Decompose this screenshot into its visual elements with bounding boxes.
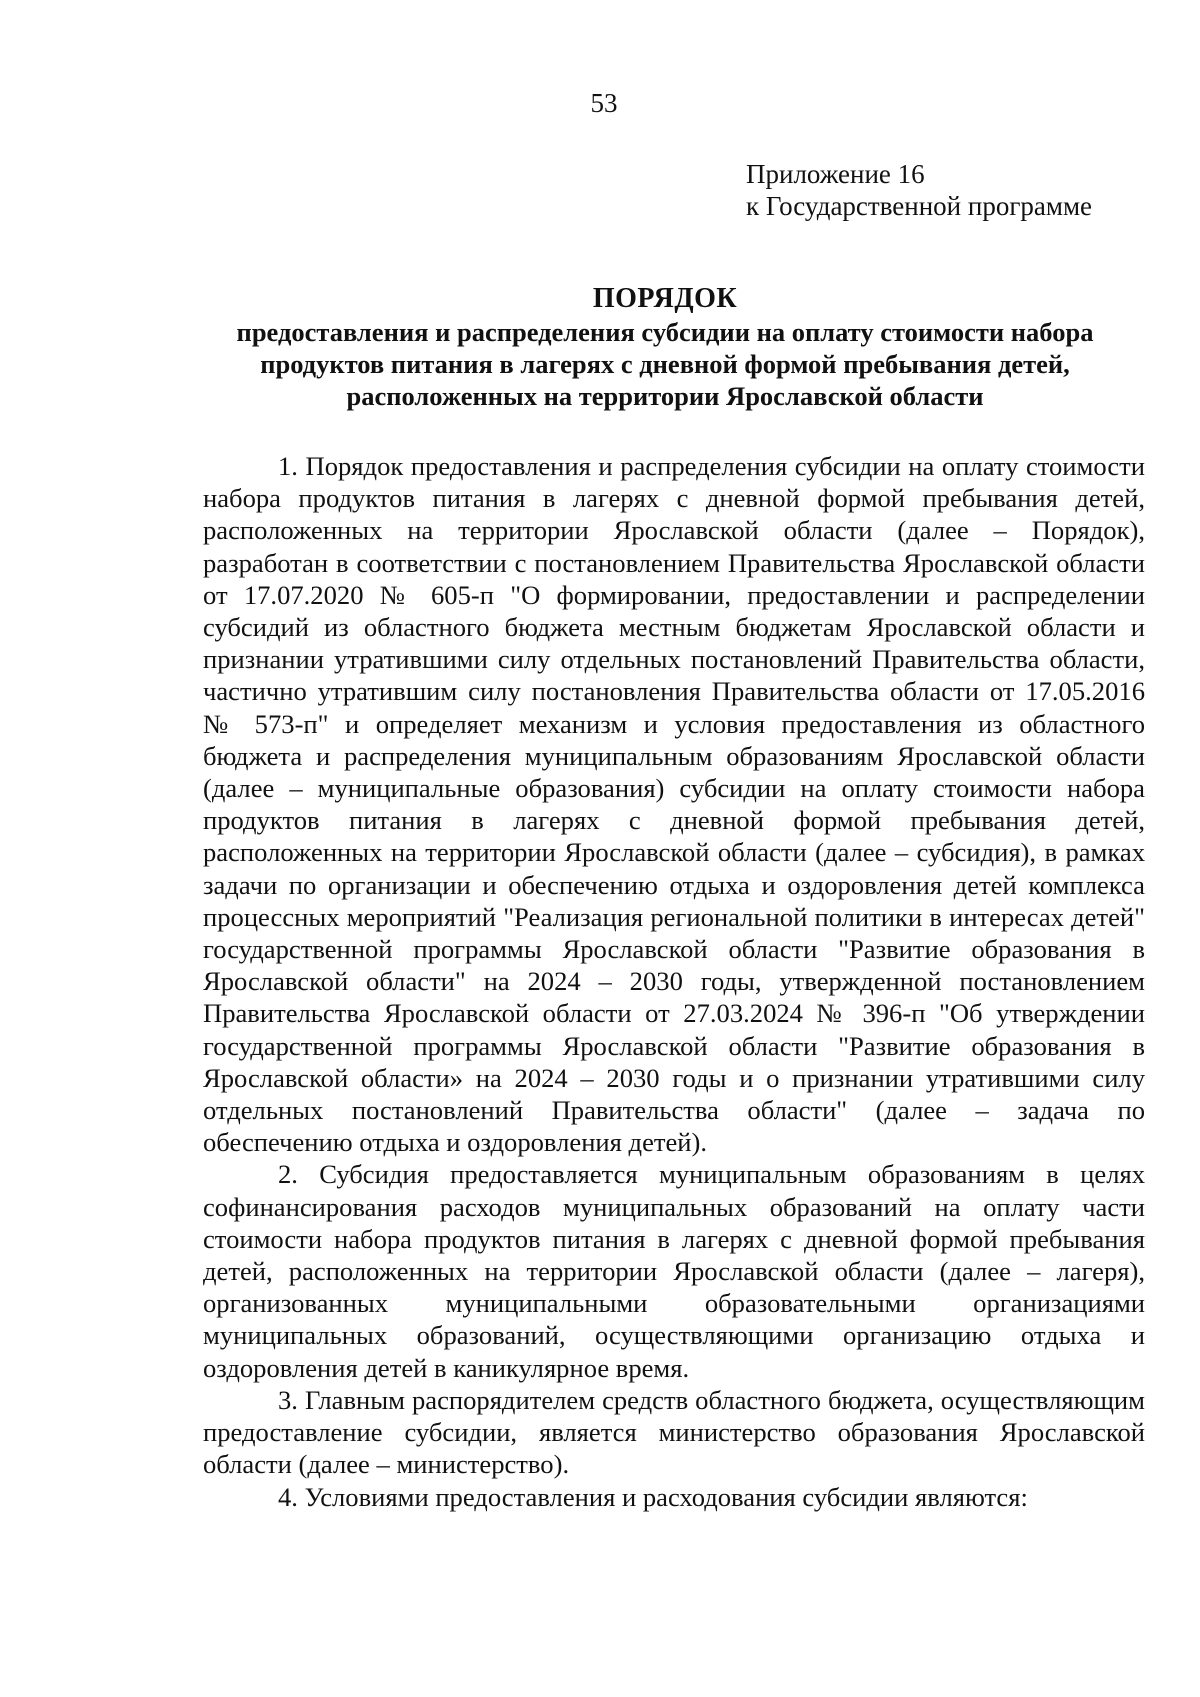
page-number: 53 [590, 88, 618, 118]
document-body [203, 450, 1145, 1513]
title-subtitle: предоставления и распределения субсидии на оплату стоимости набора продуктов питания в лагерях с дневной формой пребывания детей, расположенных на территории Ярославской области [236, 317, 1094, 411]
paragraph-2: 2. Субсидия предоставляется муниципальным образованиям в целях софинансирования расходов муниципальных образований на оплату части стоимости набора продуктов питания в лагерях с дневной формой пребывания детей, расположенных на территории Ярославской области (далее – лагеря), организованных муниципальными образовательными организациями муниципальных образований, осуществляющими организацию отдыха и оздоровления детей в каникулярное время. [203, 1159, 1145, 1383]
appendix-line-1: Приложение 16 [746, 159, 925, 189]
document-title [200, 282, 1130, 412]
paragraph-3: 3. Главным распорядителем средств областного бюджета, осуществляющим предоставление субсидии, является министерство образования Ярославской области (далее – министерство). [203, 1384, 1145, 1480]
appendix-line-2: к Государственной программе [746, 191, 1093, 221]
title-main: ПОРЯДОК [592, 283, 738, 314]
paragraph-1: 1. Порядок предоставления и распределения субсидии на оплату стоимости набора продуктов питания в лагерях с дневной формой пребывания детей, расположенных на территории Ярославской области (далее – Порядок), разработан в соответствии с постановлением Правительства Ярославской области от 17.07.2020 № 605-п "О формировании, предоставлении и распределении субсидий из областного бюджета местным бюджетам Ярославской области и признании утратившими силу отдельных постановлений Правительства области, частично утратившим силу постановления Правительства области от 17.05.2016 № 573-п" и определяет механизм и условия предоставления из областного бюджета и распределения муниципальным образованиям Ярославской области (далее – муниципальные образования) субсидии на оплату стоимости набора продуктов питания в лагерях с дневной формой пребывания детей, расположенных на территории Ярославской области (далее – субсидия), в рамках задачи по организации и обеспечению отдыха и оздоровления детей комплекса процессных мероприятий "Реализация региональной политики в интересах детей" государственной программы Ярославской области "Развитие образования в Ярославской области" на 2024 – 2030 годы, утвержденной постановлением Правительства Ярославской области от 27.03.2024 № 396-п "Об утверждении государственной программы Ярославской области "Развитие образования в Ярославской области» на 2024 – 2030 годы и о признании утратившими силу отдельных постановлений Правительства области" (далее – задача по обеспечению отдыха и оздоровления детей). [203, 451, 1145, 1158]
paragraph-4: 4. Условиями предоставления и расходования субсидии являются: [278, 1481, 1028, 1512]
appendix-reference [746, 158, 1092, 222]
